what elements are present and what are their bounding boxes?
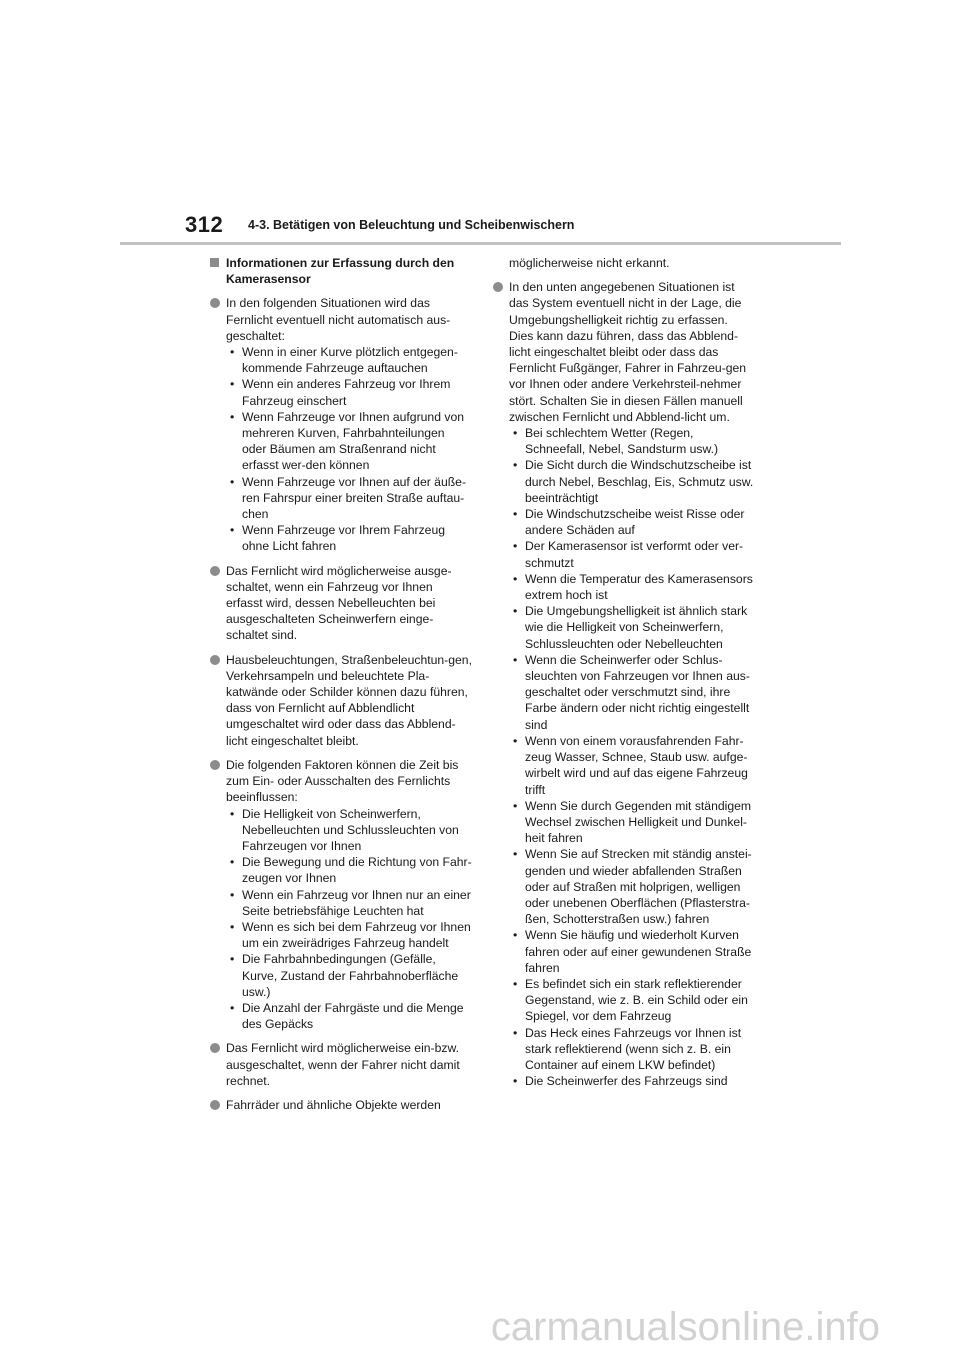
- sub-bullet-icon: •: [513, 571, 518, 586]
- sub-list-item: [226, 951, 472, 1000]
- sub-bullet-icon: •: [230, 474, 235, 489]
- sub-list-item-text: Wenn Fahrzeuge vor Ihnen aufgrund von mehreren Kurven, Fahrbahnteilungen oder Bäumen am Straßenrand nicht erfasst wer-den können: [242, 409, 465, 473]
- sub-list-item: [509, 1025, 755, 1074]
- sub-list-item-text: Die Umgebungshelligkeit ist ähnlich stark wie die Helligkeit von Scheinwerfern, Schlussleuchten oder Nebelleuchten: [525, 604, 748, 651]
- sub-list-item: [226, 376, 472, 408]
- section-heading: [210, 255, 472, 287]
- sub-list-item-text: Wenn Sie durch Gegenden mit ständigem Wechsel zwischen Helligkeit und Dunkel-heit fahren: [525, 798, 752, 846]
- sub-bullet-icon: •: [513, 1074, 518, 1089]
- circle-bullet-icon: [210, 1100, 220, 1110]
- circle-bullet-icon: [210, 566, 220, 576]
- page-number: 312: [185, 212, 224, 237]
- sub-bullet-icon: •: [513, 458, 518, 473]
- circle-bullet-icon: [210, 298, 220, 308]
- sub-list-item: [509, 425, 755, 457]
- bullet-item-text: Das Fernlicht wird möglicherweise ein-bzw. ausgeschaltet, wenn der Fahrer nicht damit rechnet.: [226, 1041, 460, 1088]
- right-column: [493, 255, 755, 1097]
- sub-list-item: [509, 798, 755, 847]
- sub-list-item-text: Das Heck eines Fahrzeugs vor Ihnen ist stark reflektierend (wenn sich z. B. ein Container auf einem LKW befindet): [525, 1025, 742, 1072]
- sub-list-item: [509, 976, 755, 1025]
- sub-list-item-text: Wenn ein Fahrzeug vor Ihnen nur an einer Seite betriebsfähige Leuchten hat: [242, 887, 471, 918]
- header-divider: [120, 242, 841, 245]
- sub-bullet-icon: •: [230, 952, 235, 967]
- sub-bullet-icon: •: [230, 855, 235, 870]
- sub-list-item-text: Wenn von einem vorausfahrenden Fahr-zeug Wasser, Schnee, Staub usw. aufge-wirbelt wird und auf das eigene Fahrzeug trifft: [525, 733, 748, 797]
- sub-list-item: [226, 344, 472, 376]
- circle-bullet-icon: [210, 655, 220, 665]
- bullet-item-text: Das Fernlicht wird möglicherweise ausge-schaltet, wenn ein Fahrzeug vor Ihnen erfasst wird, dessen Nebelleuchten bei ausgeschalteten Scheinwerfern einge-schaltet sind.: [226, 563, 452, 643]
- sub-bullet-icon: •: [513, 539, 518, 554]
- sub-list-item: [509, 846, 755, 927]
- sub-list-item: [509, 571, 755, 603]
- sub-list-item-text: Die Scheinwerfer des Fahrzeugs sind: [525, 1074, 728, 1089]
- sub-list-item: [509, 457, 755, 506]
- bullet-item-text: Die folgenden Faktoren können die Zeit bis zum Ein- oder Ausschalten des Fernlichts beeinflussen:: [226, 757, 459, 805]
- sub-bullet-icon: •: [230, 345, 235, 360]
- sub-list-item: [226, 409, 472, 474]
- sub-list-item: [509, 506, 755, 538]
- sub-bullet-icon: •: [230, 919, 235, 934]
- sub-list-item: [226, 854, 472, 886]
- sub-bullet-icon: •: [513, 652, 518, 667]
- sub-bullet-icon: •: [513, 733, 518, 748]
- sub-list-item-text: Die Fahrbahnbedingungen (Gefälle, Kurve, Zustand der Fahrbahnoberfläche usw.): [242, 952, 459, 999]
- sub-list-item-text: Wenn Fahrzeuge vor Ihrem Fahrzeug ohne Licht fahren: [242, 523, 445, 554]
- bullet-item: [210, 757, 472, 1032]
- sub-bullet-icon: •: [513, 1025, 518, 1040]
- sub-list-item: [509, 603, 755, 652]
- sub-list-item-text: Wenn die Scheinwerfer oder Schlus-sleuchten von Fahrzeugen vor Ihnen aus-geschaltet oder verschmutzt sind, ihre Farbe ändern oder nicht richtig eingestellt sind: [525, 652, 750, 732]
- sub-list-item: [509, 927, 755, 976]
- section-heading-text: Informationen zur Erfassung durch den Kamerasensor: [226, 256, 455, 287]
- sub-bullet-icon: •: [513, 976, 518, 991]
- sub-bullet-icon: •: [230, 377, 235, 392]
- sub-list-item-text: Wenn die Temperatur des Kamerasensors extrem hoch ist: [525, 571, 753, 603]
- bullet-item: [210, 563, 472, 644]
- sub-bullet-icon: •: [513, 847, 518, 862]
- sub-list-item-text: Der Kamerasensor ist verformt oder ver-schmutzt: [525, 539, 744, 570]
- left-column: [210, 255, 472, 1121]
- sub-list-item: [226, 806, 472, 855]
- sub-list-item-text: Wenn ein anderes Fahrzeug vor Ihrem Fahrzeug einschert: [242, 377, 451, 408]
- bullet-item: [210, 652, 472, 749]
- sub-list-item-text: Die Sicht durch die Windschutzscheibe ist durch Nebel, Beschlag, Eis, Schmutz usw. beeinträchtigt: [525, 458, 754, 505]
- sub-bullet-icon: •: [513, 426, 518, 441]
- circle-bullet-icon: [210, 760, 220, 770]
- sub-list-item: [226, 1000, 472, 1032]
- sub-list-item-text: Wenn in einer Kurve plötzlich entgegen-kommende Fahrzeuge auftauchen: [242, 345, 458, 376]
- sub-bullet-icon: •: [513, 928, 518, 943]
- sub-list-item-text: Wenn es sich bei dem Fahrzeug vor Ihnen um ein zweirädriges Fahrzeug handelt: [242, 919, 471, 951]
- sub-list-item-text: Wenn Sie häufig und wiederholt Kurven fahren oder auf einer gewundenen Straße fahren: [525, 928, 752, 975]
- bullet-item: [210, 1040, 472, 1089]
- circle-bullet-icon: [493, 282, 503, 292]
- sub-bullet-icon: •: [513, 507, 518, 522]
- square-bullet-icon: [210, 258, 219, 267]
- sub-list-item-text: Die Bewegung und die Richtung von Fahr-zeugen vor Ihnen: [242, 855, 472, 886]
- sub-list-item-text: Wenn Fahrzeuge vor Ihnen auf der äuße-ren Fahrspur einer breiten Straße auftau-chen: [242, 474, 467, 522]
- bullet-item-text: Hausbeleuchtungen, Straßenbeleuchtun-gen, Verkehrsampeln und beleuchtete Pla-katwände oder Schilder können dazu führen, dass von Fernlicht auf Abblendlicht umgeschaltet wird oder dass das Abblend-licht eingeschaltet bleibt.: [226, 652, 472, 748]
- sub-list-item-text: Bei schlechtem Wetter (Regen, Schneefall, Nebel, Sandsturm usw.): [525, 426, 719, 457]
- bullet-item: [493, 279, 755, 1089]
- sub-bullet-icon: •: [230, 887, 235, 902]
- watermark: carmanualsonline.info: [490, 1305, 880, 1349]
- bullet-item: [210, 295, 472, 554]
- bullet-item-text: In den folgenden Situationen wird das Fernlicht eventuell nicht automatisch aus-geschaltet:: [226, 296, 451, 343]
- sub-list-item: [226, 919, 472, 951]
- sub-list-item-text: Die Helligkeit von Scheinwerfern, Nebelleuchten und Schlussleuchten von Fahrzeugen vor Ihnen: [242, 806, 459, 853]
- bullet-item: [210, 1097, 472, 1113]
- chapter-title: 4-3. Betätigen von Beleuchtung und Scheibenwischern: [248, 218, 575, 232]
- sub-list-item-text: Die Anzahl der Fahrgäste und die Menge des Gepäcks: [242, 1000, 464, 1032]
- sub-list-item: [509, 1073, 755, 1089]
- sub-bullet-icon: •: [513, 798, 518, 813]
- bullet-item-text: Fahrräder und ähnliche Objekte werden: [226, 1097, 441, 1112]
- sub-list-item-text: Es befindet sich ein stark reflektierender Gegenstand, wie z. B. ein Schild oder ein Spiegel, vor dem Fahrzeug: [525, 976, 748, 1024]
- sub-bullet-icon: •: [230, 523, 235, 538]
- sub-list-item-text: Wenn Sie auf Strecken mit ständig anstei-genden und wieder abfallenden Straßen oder auf Straßen mit holprigen, welligen oder unebenen Oberflächen (Pflasterstra-ßen, Schotterstraßen usw.) fahren: [525, 847, 752, 927]
- circle-bullet-icon: [210, 1043, 220, 1053]
- sub-list-item: [509, 538, 755, 570]
- bullet-item-text: In den unten angegebenen Situationen ist das System eventuell nicht in der Lage, die Umgebungshelligkeit richtig zu erfassen. Dies kann dazu führen, dass das Abblend-licht eingeschaltet bleibt oder dass das Fernlicht Fußgänger, Fahrer in Fahrzeu-gen vor Ihnen oder andere Verkehrsteil-nehmer stört. Schalten Sie in diesen Fällen manuell zwischen Fernlicht und Abblend-licht um.: [509, 280, 747, 424]
- sub-bullet-icon: •: [230, 1000, 235, 1015]
- sub-bullet-icon: •: [230, 806, 235, 821]
- sub-list-item-text: Die Windschutzscheibe weist Risse oder andere Schäden auf: [525, 507, 745, 538]
- sub-list-item: [226, 522, 472, 554]
- sub-bullet-icon: •: [513, 604, 518, 619]
- sub-list-item: [226, 474, 472, 523]
- sub-list-item: [509, 652, 755, 733]
- sub-bullet-icon: •: [230, 409, 235, 424]
- continued-text: möglicherweise nicht erkannt.: [509, 256, 670, 270]
- sub-list-item: [226, 887, 472, 919]
- sub-list-item: [509, 733, 755, 798]
